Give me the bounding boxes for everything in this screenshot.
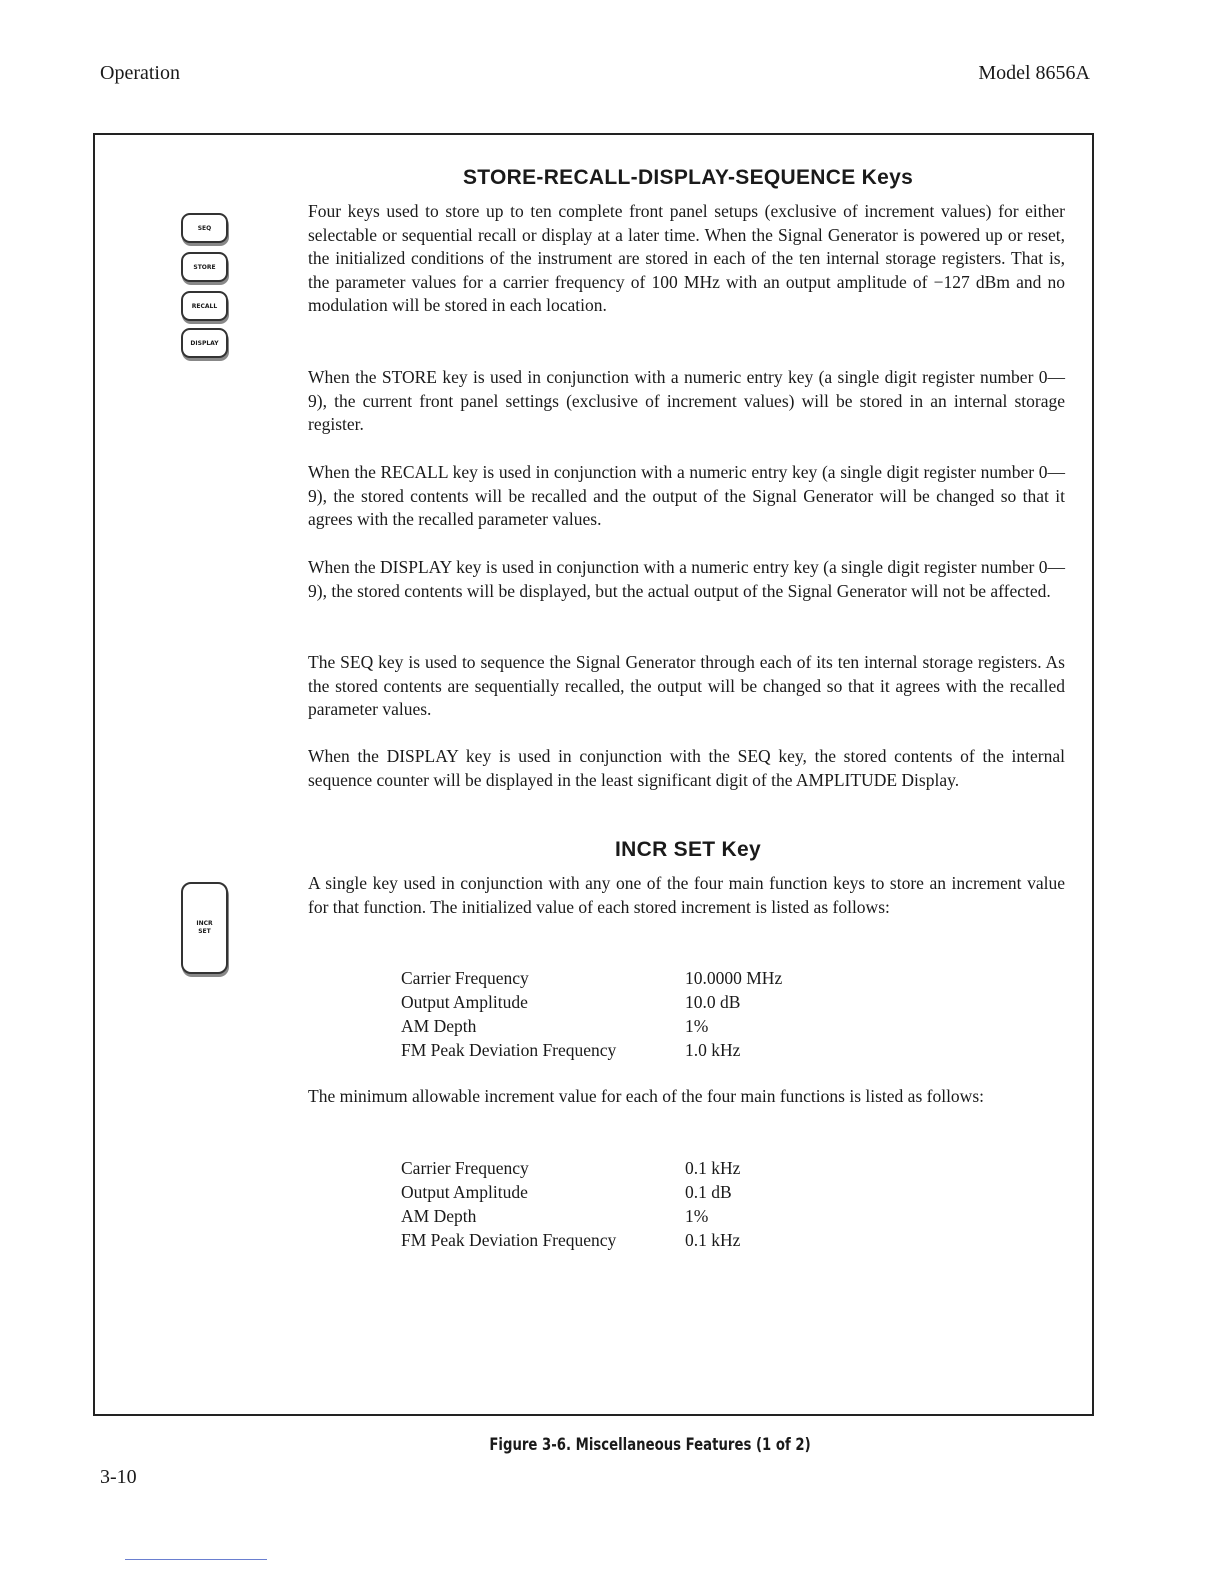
table-row <box>401 1228 740 1252</box>
incr-intro-paragraph: A single key used in conjunction with any one of the four main function keys to store an increment value for that function. The initialized value of each stored increment is listed as follows: <box>308 873 1065 917</box>
figure-frame-right <box>1092 133 1094 1416</box>
incr-section-title: INCR SET Key <box>615 838 761 861</box>
table-row <box>401 990 782 1014</box>
row-label: Output Amplitude <box>401 992 528 1012</box>
display-key-illustration: DISPLAY <box>181 328 228 358</box>
store-paragraph-5: The SEQ key is used to sequence the Signal Generator through each of its ten internal storage registers. As the stored contents are sequentially recalled, the output will be changed so that it agrees with the recalled parameter values. <box>308 652 1065 720</box>
store-paragraph-4: When the DISPLAY key is used in conjunction with a numeric entry key (a single digit register number 0—9), the stored contents will be displayed, but the actual output of the Signal Generator will not be affected. <box>308 557 1065 601</box>
row-value: 0.1 dB <box>685 1182 732 1202</box>
row-label: Carrier Frequency <box>401 1158 529 1178</box>
table-row <box>401 1204 740 1228</box>
row-value: 1% <box>685 1206 709 1226</box>
row-label: AM Depth <box>401 1016 477 1036</box>
store-paragraph-3: When the RECALL key is used in conjunction with a numeric entry key (a single digit register number 0—9), the stored contents will be recalled and the output of the Signal Generator will be changed so that it agrees with the recalled parameter values. <box>308 462 1065 530</box>
row-label: AM Depth <box>401 1206 477 1226</box>
table-row <box>401 1014 782 1038</box>
row-value: 10.0 dB <box>685 992 741 1012</box>
row-label: FM Peak Deviation Frequency <box>401 1230 617 1250</box>
row-value: 1% <box>685 1016 709 1036</box>
row-value: 10.0000 MHz <box>685 968 783 988</box>
table-row <box>401 966 782 990</box>
figure-frame-bottom <box>94 1414 1092 1416</box>
row-value: 1.0 kHz <box>685 1040 741 1060</box>
row-label: Output Amplitude <box>401 1182 528 1202</box>
store-paragraph-1: Four keys used to store up to ten complete front panel setups (exclusive of increment values) for either selectable or sequential recall or display at a later time. When the Signal Generator is powered up or reset, the initialized conditions of the instrument are stored in each of the ten internal storage registers. That is, the parameter values for a carrier frequency of 100 MHz with an output amplitude of −127 dBm and no modulation will be stored in each location. <box>308 201 1065 316</box>
row-label: FM Peak Deviation Frequency <box>401 1040 617 1060</box>
running-header-model: Model 8656A <box>978 62 1090 84</box>
row-value: 0.1 kHz <box>685 1230 741 1250</box>
footer-rule <box>125 1559 267 1560</box>
row-label: Carrier Frequency <box>401 968 529 988</box>
figure-caption: Figure 3-6. Miscellaneous Features (1 of 2) <box>489 1435 811 1455</box>
minimum-increment-intro: The minimum allowable increment value for each of the four main functions is listed as follows: <box>308 1086 984 1106</box>
minimum-increment-table <box>401 1156 740 1252</box>
page-number: 3-10 <box>100 1466 137 1488</box>
store-section-title: STORE-RECALL-DISPLAY-SEQUENCE Keys <box>462 166 914 189</box>
figure-frame-left <box>93 133 95 1416</box>
seq-key-illustration: SEQ <box>181 213 228 243</box>
table-row <box>401 1180 740 1204</box>
store-paragraph-2: When the STORE key is used in conjunction with a numeric entry key (a single digit register number 0—9), the current front panel settings (exclusive of increment values) will be stored in an internal storage register. <box>308 367 1065 435</box>
recall-key-illustration: RECALL <box>181 291 228 321</box>
store-key-illustration: STORE <box>181 252 228 282</box>
initial-increment-table <box>401 966 782 1062</box>
store-paragraph-6: When the DISPLAY key is used in conjunction with the SEQ key, the stored contents of the internal sequence counter will be displayed in the least significant digit of the AMPLITUDE Display. <box>308 746 1065 790</box>
incr-set-key-illustration: INCR SET <box>181 882 228 974</box>
figure-frame-top <box>94 133 1092 135</box>
table-row <box>401 1156 740 1180</box>
running-header-section: Operation <box>100 62 180 84</box>
row-value: 0.1 kHz <box>685 1158 741 1178</box>
table-row <box>401 1038 782 1062</box>
